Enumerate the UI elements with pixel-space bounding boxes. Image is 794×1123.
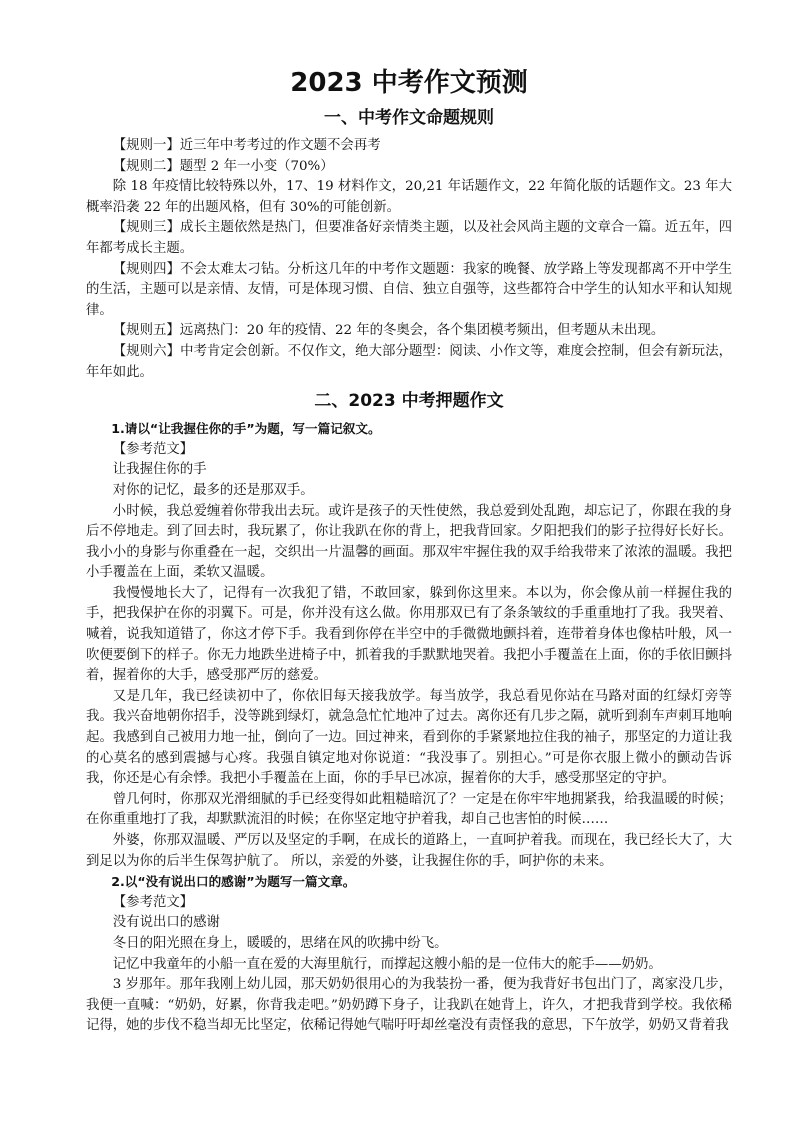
essay-1-paragraph: 外婆，你那双温暖、严厉以及坚定的手啊，在成长的道路上，一直呵护着我。而现在，我已经长大了，大到足以为你的后半生保驾护航了。 所以，亲爱的外婆，让我握住你的手，呵护你的未来。 [86, 833, 732, 869]
rule-4: 【规则四】不会太难太刁钻。分析这几年的中考作文题题：我家的晚餐、放学路上等发现都离不开中学生的生活，主题可以是亲情、友情，可是体现习惯、自信、独立自强等，这些都符合中学生的认知水平和认知规律。 [86, 261, 732, 318]
reference-label: 【参考范文】 [112, 894, 194, 910]
rule-2: 【规则二】题型 2 年一小变（70%） [112, 158, 334, 174]
essay-2-paragraph: 记忆中我童年的小船一直在爱的大海里航行，而撑起这艘小船的是一位伟大的舵手——奶奶。 [112, 956, 662, 972]
essay-1-paragraph: 小时候，我总爱缠着你带我出去玩。或许是孩子的天性使然，我总爱到处乱跑，却忘记了，你跟在我的身后不停地走。到了回去时，我玩累了，你让我趴在你的背上，把我背回家。夕阳把我们的影子拉得好长好长。我小小的身影与你重叠在一起，交织出一片温馨的画面。那双牢牢握住我的双手给我带来了浓浓的温暖。我把小手覆盖在上面，柔软又温暖。 [86, 503, 732, 581]
rule-2-detail: 除 18 年疫情比较特殊以外，17、19 材料作文，20,21 年话题作文，22 年简化版的话题作文。23 年大概率沿袭 22 年的出题风格，但有 30%的可能创新。 [86, 179, 732, 215]
reference-label: 【参考范文】 [112, 441, 194, 457]
question-1: 1.请以“让我握住你的手”为题，写一篇记叙文。 [111, 421, 381, 437]
rule-6: 【规则六】中考肯定会创新。不仅作文，绝大部分题型：阅读、小作文等，难度会控制，但会有新玩法，年年如此。 [86, 343, 732, 380]
page-title: 2023 中考作文预测 [290, 68, 528, 98]
section-heading-essays: 二、2023 中考押题作文 [314, 391, 504, 412]
essay-1-paragraph: 曾几何时，你那双光滑细腻的手已经变得如此粗糙暗沉了？一定是在你牢牢地拥紧我，给我温暖的时候；在你重重地打了我，却默默流泪的时候；在你坚定地守护着我，却自己也害怕的时候…… [86, 791, 732, 828]
essay-1-title: 让我握住你的手 [112, 462, 207, 478]
essay-2-paragraph: 冬日的阳光照在身上，暖暖的，思绪在风的吹拂中纷飞。 [112, 935, 448, 951]
section-heading-rules: 一、中考作文命题规则 [324, 108, 494, 128]
essay-2-title: 没有说出口的感谢 [112, 915, 220, 931]
essay-1-paragraph: 对你的记忆，最多的还是那双手。 [112, 482, 314, 498]
document-page [86, 60, 732, 1037]
rule-5: 【规则五】远离热门：20 年的疫情、22 年的冬奥会，各个集团模考频出，但考题从未出现。 [112, 323, 665, 339]
rule-3: 【规则三】成长主题依然是热门，但要准备好亲情类主题，以及社会风尚主题的文章合一篇。近五年，四年都考成长主题。 [86, 220, 732, 256]
question-2: 2.以“没有说出口的感谢”为题写一篇文章。 [111, 874, 356, 890]
essay-1-paragraph: 我慢慢地长大了，记得有一次我犯了错，不敢回家，躲到你这里来。本以为，你会像从前一样握住我的手，把我保护在你的羽翼下。可是，你并没有这么做。你用那双已有了条条皱纹的手重重地打了我。我哭着、喊着，说我知道错了，你这才停下手。我看到你停在半空中的手微微地颤抖着，连带着身体也像枯叶般，风一吹便要倒下的样子。你无力地跌坐进椅子中，抓着我的手默默地哭着。我把小手覆盖在上面，你的手依旧颤抖着，握着你的大手，感受那严厉的慈爱。 [86, 585, 732, 684]
essay-1-paragraph: 又是几年，我已经读初中了，你依旧每天接我放学。每当放学，我总看见你站在马路对面的红绿灯旁等我。我兴奋地朝你招手，没等跳到绿灯，就急急忙忙地冲了过去。离你还有几步之隔，就听到刹车声刺耳地响起。我感到自己被用力地一扯，倒向了一边。回过神来，看到你的手紧紧地拉住我的袖子，那坚定的力道让我的心莫名的感到震撼与心疼。我强自镇定地对你说道：“我没事了。别担心。”可是你衣服上微小的颤动告诉我，你还是心有余悸。我把小手覆盖在上面，你的手早已冰凉，握着你的大手，感受那坚定的守护。 [86, 688, 732, 787]
rule-1: 【规则一】近三年中考考过的作文题不会再考 [112, 138, 381, 153]
essay-2-paragraph: 3 岁那年。那年我刚上幼儿园，那天奶奶很用心的为我装扮一番，便为我背好书包出门了，离家没几步，我便一直喊：“奶奶，好累，你背我走吧。”奶奶蹲下身子，让我趴在她背上，许久，才把我背到学校。我依稀记得，她的步伐不稳当却无比坚定，依稀记得她气喘吁吁却丝毫没有责怪我的意思，下午放学，奶奶又背着我 [86, 977, 732, 1034]
